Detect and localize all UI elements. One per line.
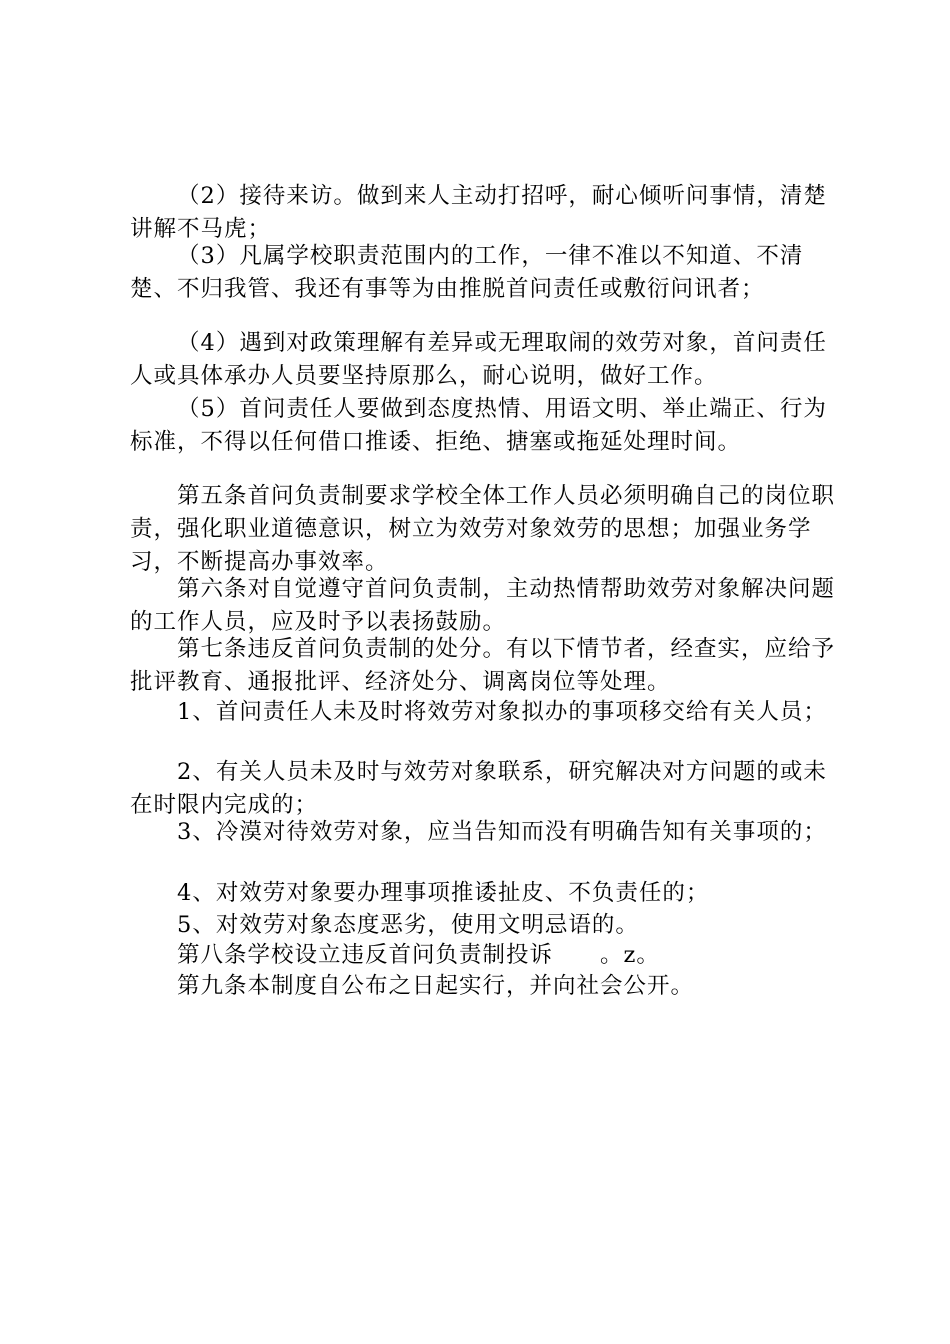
paragraph-article-5: 第五条首问负责制要求学校全体工作人员必须明确自己的岗位职责，强化职业道德意识，树立为效劳对象效劳的思想；加强业务学习，不断提高办事效率。 — [130, 483, 836, 575]
list-item-1: 1、首问责任人未及时将效劳对象拟办的事项移交给有关人员； — [177, 699, 827, 725]
paragraph-article-7: 第七条违反首问负责制的处分。有以下情节者，经查实，应给予批评教育、通报批评、经济处分、调离岗位等处理。 — [130, 636, 836, 695]
paragraph-article-9: 第九条本制度自公布之日起实行，并向社会公开。 — [177, 973, 695, 999]
paragraph-reception: （2）接待来访。做到来人主动打招呼，耐心倾听问事情，清楚讲解不马虎； — [130, 183, 827, 242]
paragraph-attitude: （5）首问责任人要做到态度热情、用语文明、举止端正、行为标准，不得以任何借口推诿、拒绝、搪塞或拖延处理时间。 — [130, 396, 827, 455]
list-item-5: 5、对效劳对象态度恶劣，使用文明忌语的。 — [177, 912, 639, 938]
paragraph-no-excuses: （3）凡属学校职责范围内的工作，一律不准以不知道、不清楚、不归我管、我还有事等为由推脱首问责任或敷衍问讯者； — [130, 243, 804, 302]
paragraph-article-8: 第八条学校设立违反首问负责制投诉 。z。 — [177, 942, 660, 968]
list-item-3: 3、冷漠对待效劳对象，应当告知而没有明确告知有关事项的； — [177, 819, 827, 845]
paragraph-policy-difference: （4）遇到对政策理解有差异或无理取闹的效劳对象，首问责任人或具体承办人员要坚持原那么，耐心说明，做好工作。 — [130, 330, 827, 389]
list-item-4: 4、对效劳对象要办理事项推诿扯皮、不负责任的； — [177, 880, 710, 906]
paragraph-article-6: 第六条对自觉遵守首问负责制，主动热情帮助效劳对象解决问题的工作人员，应及时予以表扬鼓励。 — [130, 576, 836, 635]
list-item-2: 2、有关人员未及时与效劳对象联系，研究解决对方问题的或未在时限内完成的； — [130, 759, 827, 818]
